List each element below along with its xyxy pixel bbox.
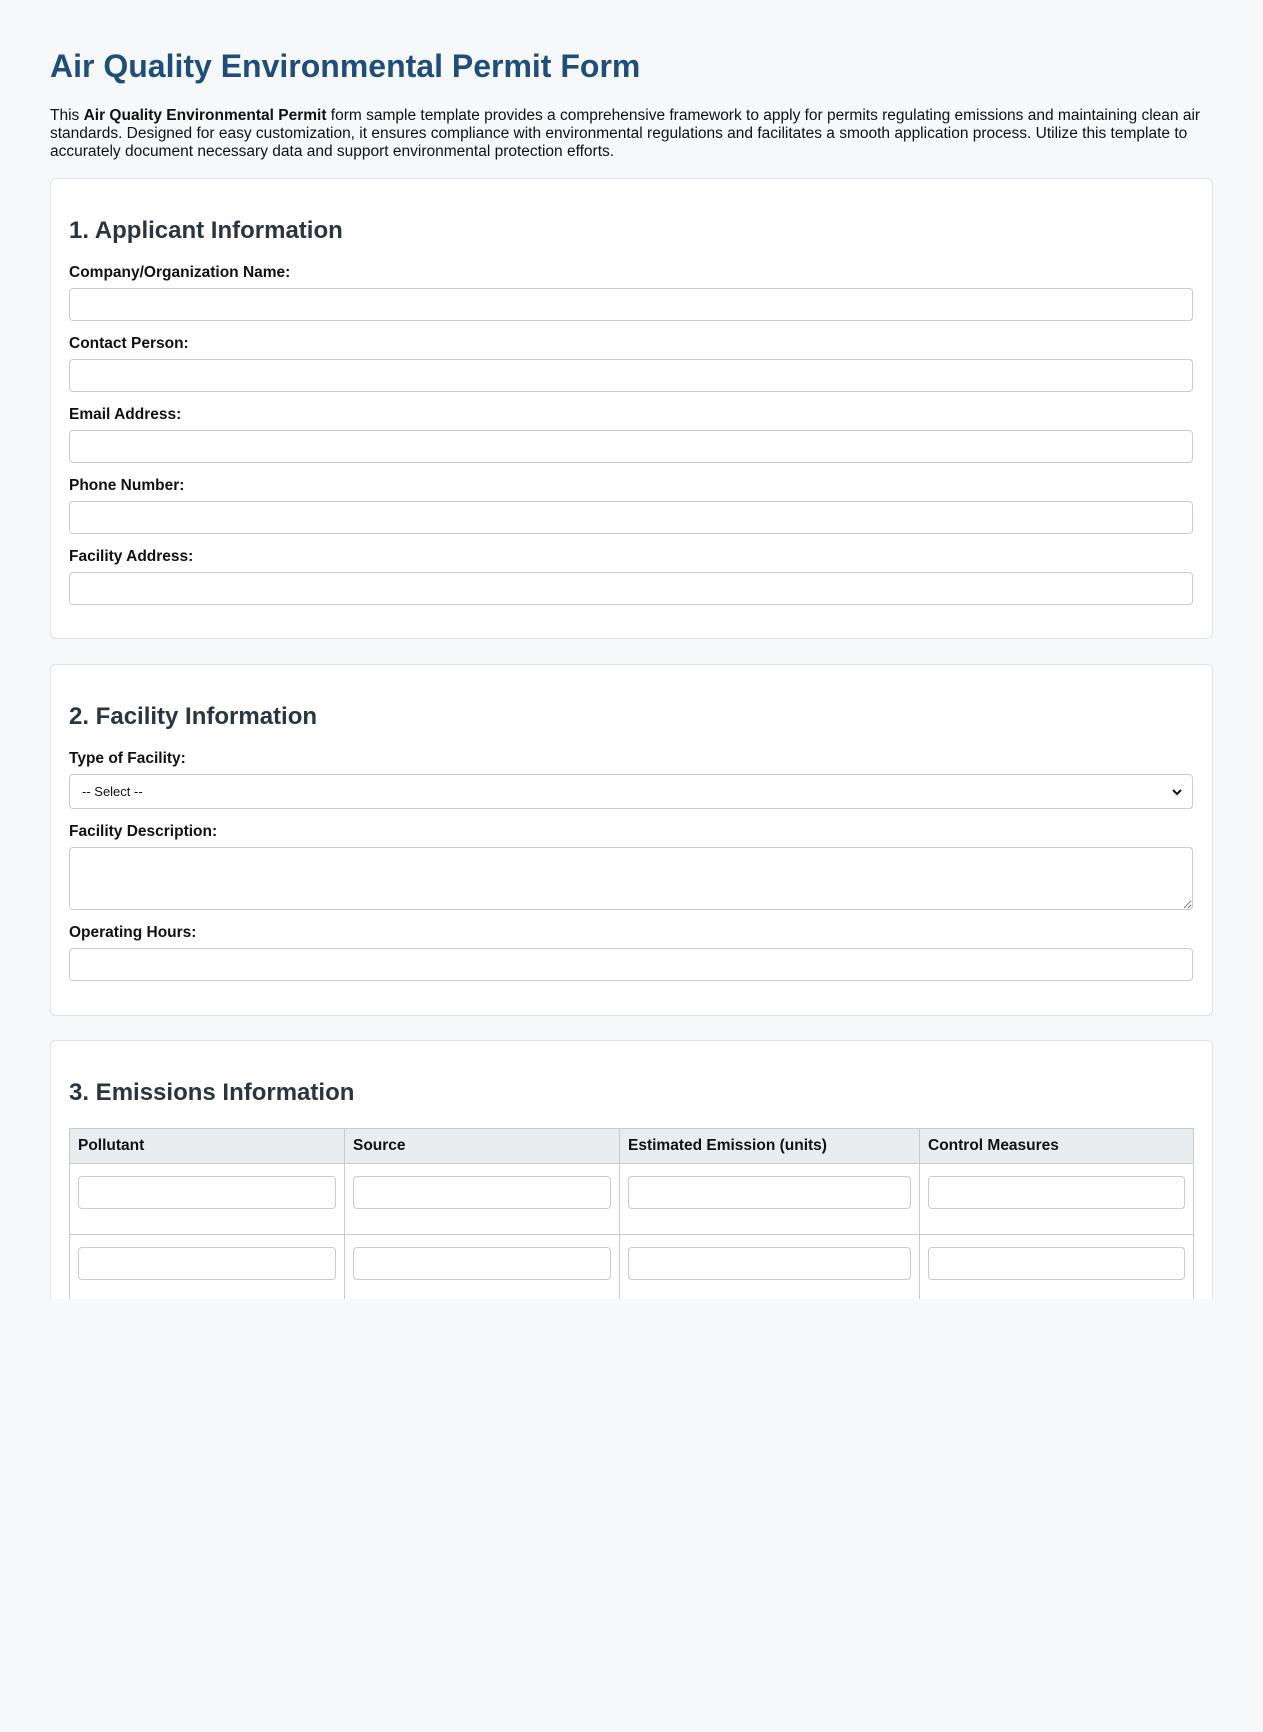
facility-type-select[interactable] — [69, 774, 1193, 809]
table-row — [70, 1164, 1194, 1235]
facility-description-textarea[interactable] — [69, 847, 1193, 910]
facility-type-selected-value: -- Select -- — [82, 784, 143, 799]
source-cell — [345, 1164, 620, 1235]
pollutant-input[interactable] — [78, 1247, 336, 1280]
estimated-emission-cell — [620, 1235, 920, 1306]
estimated-emission-input[interactable] — [628, 1247, 911, 1280]
emissions-section-title: 3. Emissions Information — [69, 1079, 355, 1106]
emissions-table-header — [70, 1129, 1194, 1164]
facility-address-label: Facility Address: — [69, 548, 194, 565]
facility-type-label: Type of Facility: — [69, 750, 186, 767]
email-address-input[interactable] — [69, 430, 1193, 463]
operating-hours-input[interactable] — [69, 948, 1193, 981]
source-input[interactable] — [353, 1176, 611, 1209]
page-title: Air Quality Environmental Permit Form — [50, 48, 641, 84]
emissions-section — [50, 1040, 1213, 1342]
source-cell — [345, 1235, 620, 1306]
contact-person-input[interactable] — [69, 359, 1193, 392]
facility-address-input[interactable] — [69, 572, 1193, 605]
control-measures-input[interactable] — [928, 1247, 1185, 1280]
intro-prefix: This — [50, 107, 84, 124]
column-header-source: Source — [345, 1129, 620, 1164]
column-header-estimated-emission: Estimated Emission (units) — [620, 1129, 920, 1164]
facility-section-title: 2. Facility Information — [69, 703, 318, 730]
phone-number-input[interactable] — [69, 501, 1193, 534]
column-header-pollutant: Pollutant — [70, 1129, 345, 1164]
company-name-input[interactable] — [69, 288, 1193, 321]
intro-bold-text: Air Quality Environmental Permit — [83, 107, 327, 124]
phone-number-label: Phone Number: — [69, 477, 185, 494]
intro-rest: form sample template provides a comprehensive framework to apply for permits regulating emissions and maintaining clean air standards. Designed for easy customization, it ensures compliance with environmental regulations and facilitates a smooth application process. Utilize this template to accurately document necessary data and support environmental protection efforts. — [50, 107, 1201, 160]
pollutant-cell — [70, 1235, 345, 1306]
pollutant-cell — [70, 1164, 345, 1235]
company-name-label: Company/Organization Name: — [69, 264, 291, 281]
facility-section — [50, 664, 1213, 1016]
facility-description-label: Facility Description: — [69, 823, 218, 840]
applicant-section — [50, 178, 1213, 639]
chevron-down-icon — [1172, 785, 1182, 799]
column-header-control-measures: Control Measures — [920, 1129, 1194, 1164]
estimated-emission-input[interactable] — [628, 1176, 911, 1209]
operating-hours-label: Operating Hours: — [69, 924, 197, 941]
emissions-table — [69, 1128, 1194, 1306]
control-measures-cell — [920, 1164, 1194, 1235]
applicant-section-title: 1. Applicant Information — [69, 217, 343, 244]
table-row — [70, 1235, 1194, 1306]
pollutant-input[interactable] — [78, 1176, 336, 1209]
contact-person-label: Contact Person: — [69, 335, 189, 352]
intro-paragraph — [50, 107, 1213, 161]
control-measures-cell — [920, 1235, 1194, 1306]
source-input[interactable] — [353, 1247, 611, 1280]
page-blank-area — [0, 1299, 1263, 1732]
email-address-label: Email Address: — [69, 406, 182, 423]
control-measures-input[interactable] — [928, 1176, 1185, 1209]
estimated-emission-cell — [620, 1164, 920, 1235]
